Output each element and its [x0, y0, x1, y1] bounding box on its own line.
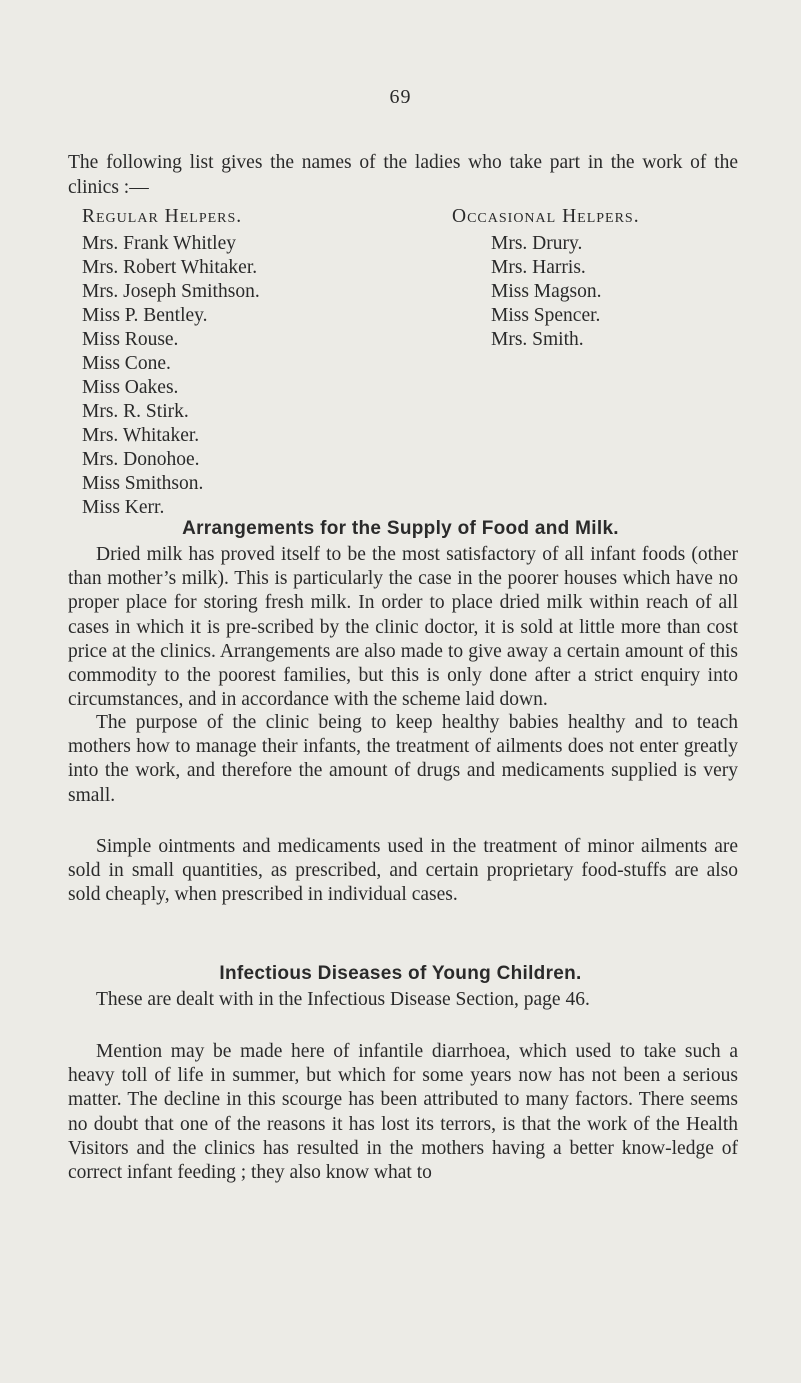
infectious-paragraph: Mention may be made here of infantile diarrhoea, which used to take such a heavy toll of life in summer, but which for some years now has not been a serious matter. The decline in this scourge has been attributed to many factors. There seems no doubt that one of the reasons it has lost its terrors, is that the work of the Health Visitors and the clinics has resulted in the mothers having a better know-ledge of correct infant feeding ; they also know what to — [68, 1041, 738, 1184]
list-item: Mrs. Whitaker. — [82, 425, 200, 446]
food-paragraph: The purpose of the clinic being to keep healthy babies healthy and to teach mothers how to manage their infants, the treatment of ailments does not enter greatly into the work, and therefore the amount of drugs and medicaments supplied is very small. — [68, 712, 738, 806]
list-item: Mrs. Frank Whitley — [82, 233, 237, 254]
list-item: Miss Spencer. — [491, 305, 601, 326]
list-item: Miss Magson. — [491, 281, 602, 302]
list-item: Mrs. R. Stirk. — [82, 401, 189, 422]
list-item: Miss Kerr. — [82, 497, 165, 518]
list-item: Miss Smithson. — [82, 473, 204, 494]
intro-text: The following list gives the names of the ladies who take part in the work of the clinics :— — [68, 152, 738, 198]
regular-helpers-heading: Regular Helpers. — [82, 206, 243, 227]
list-item: Mrs. Smith. — [491, 329, 584, 350]
list-item: Miss P. Bentley. — [82, 305, 208, 326]
food-paragraph: Simple ointments and medicaments used in the treatment of minor ailments are sold in small quantities, as prescribed, and certain proprietary food-stuffs are also sold cheaply, when prescribed in individual cases. — [68, 836, 738, 906]
list-item: Miss Cone. — [82, 353, 171, 374]
occasional-helpers-heading: Occasional Helpers. — [452, 206, 640, 227]
page-number: 69 — [389, 86, 412, 108]
list-item: Mrs. Robert Whitaker. — [82, 257, 258, 278]
list-item: Mrs. Harris. — [491, 257, 586, 278]
regular-helpers-list — [82, 232, 260, 520]
list-item: Miss Oakes. — [82, 377, 179, 398]
list-item: Mrs. Joseph Smithson. — [82, 281, 260, 302]
list-item: Miss Rouse. — [82, 329, 179, 350]
food-paragraph: Dried milk has proved itself to be the most satisfactory of all infant foods (other than mother’s milk). This is particularly the case in the poorer houses which have no proper place for storing fresh milk. In order to place dried milk within reach of all cases in which it is pre-scribed by the clinic doctor, it is sold at little more than cost price at the clinics. Arrangements are also made to give away a certain amount of this commodity to the poorest families, but this is only done after a strict enquiry into circumstances, and in accordance with the scheme laid down. — [68, 544, 738, 711]
occasional-helpers-list — [491, 232, 602, 352]
list-item: Mrs. Drury. — [491, 233, 583, 254]
food-section-heading: Arrangements for the Supply of Food and Milk. — [182, 518, 619, 539]
infectious-section-heading: Infectious Diseases of Young Children. — [219, 963, 582, 984]
infectious-paragraph: These are dealt with in the Infectious Disease Section, page 46. — [96, 989, 590, 1010]
list-item: Mrs. Donohoe. — [82, 449, 200, 470]
